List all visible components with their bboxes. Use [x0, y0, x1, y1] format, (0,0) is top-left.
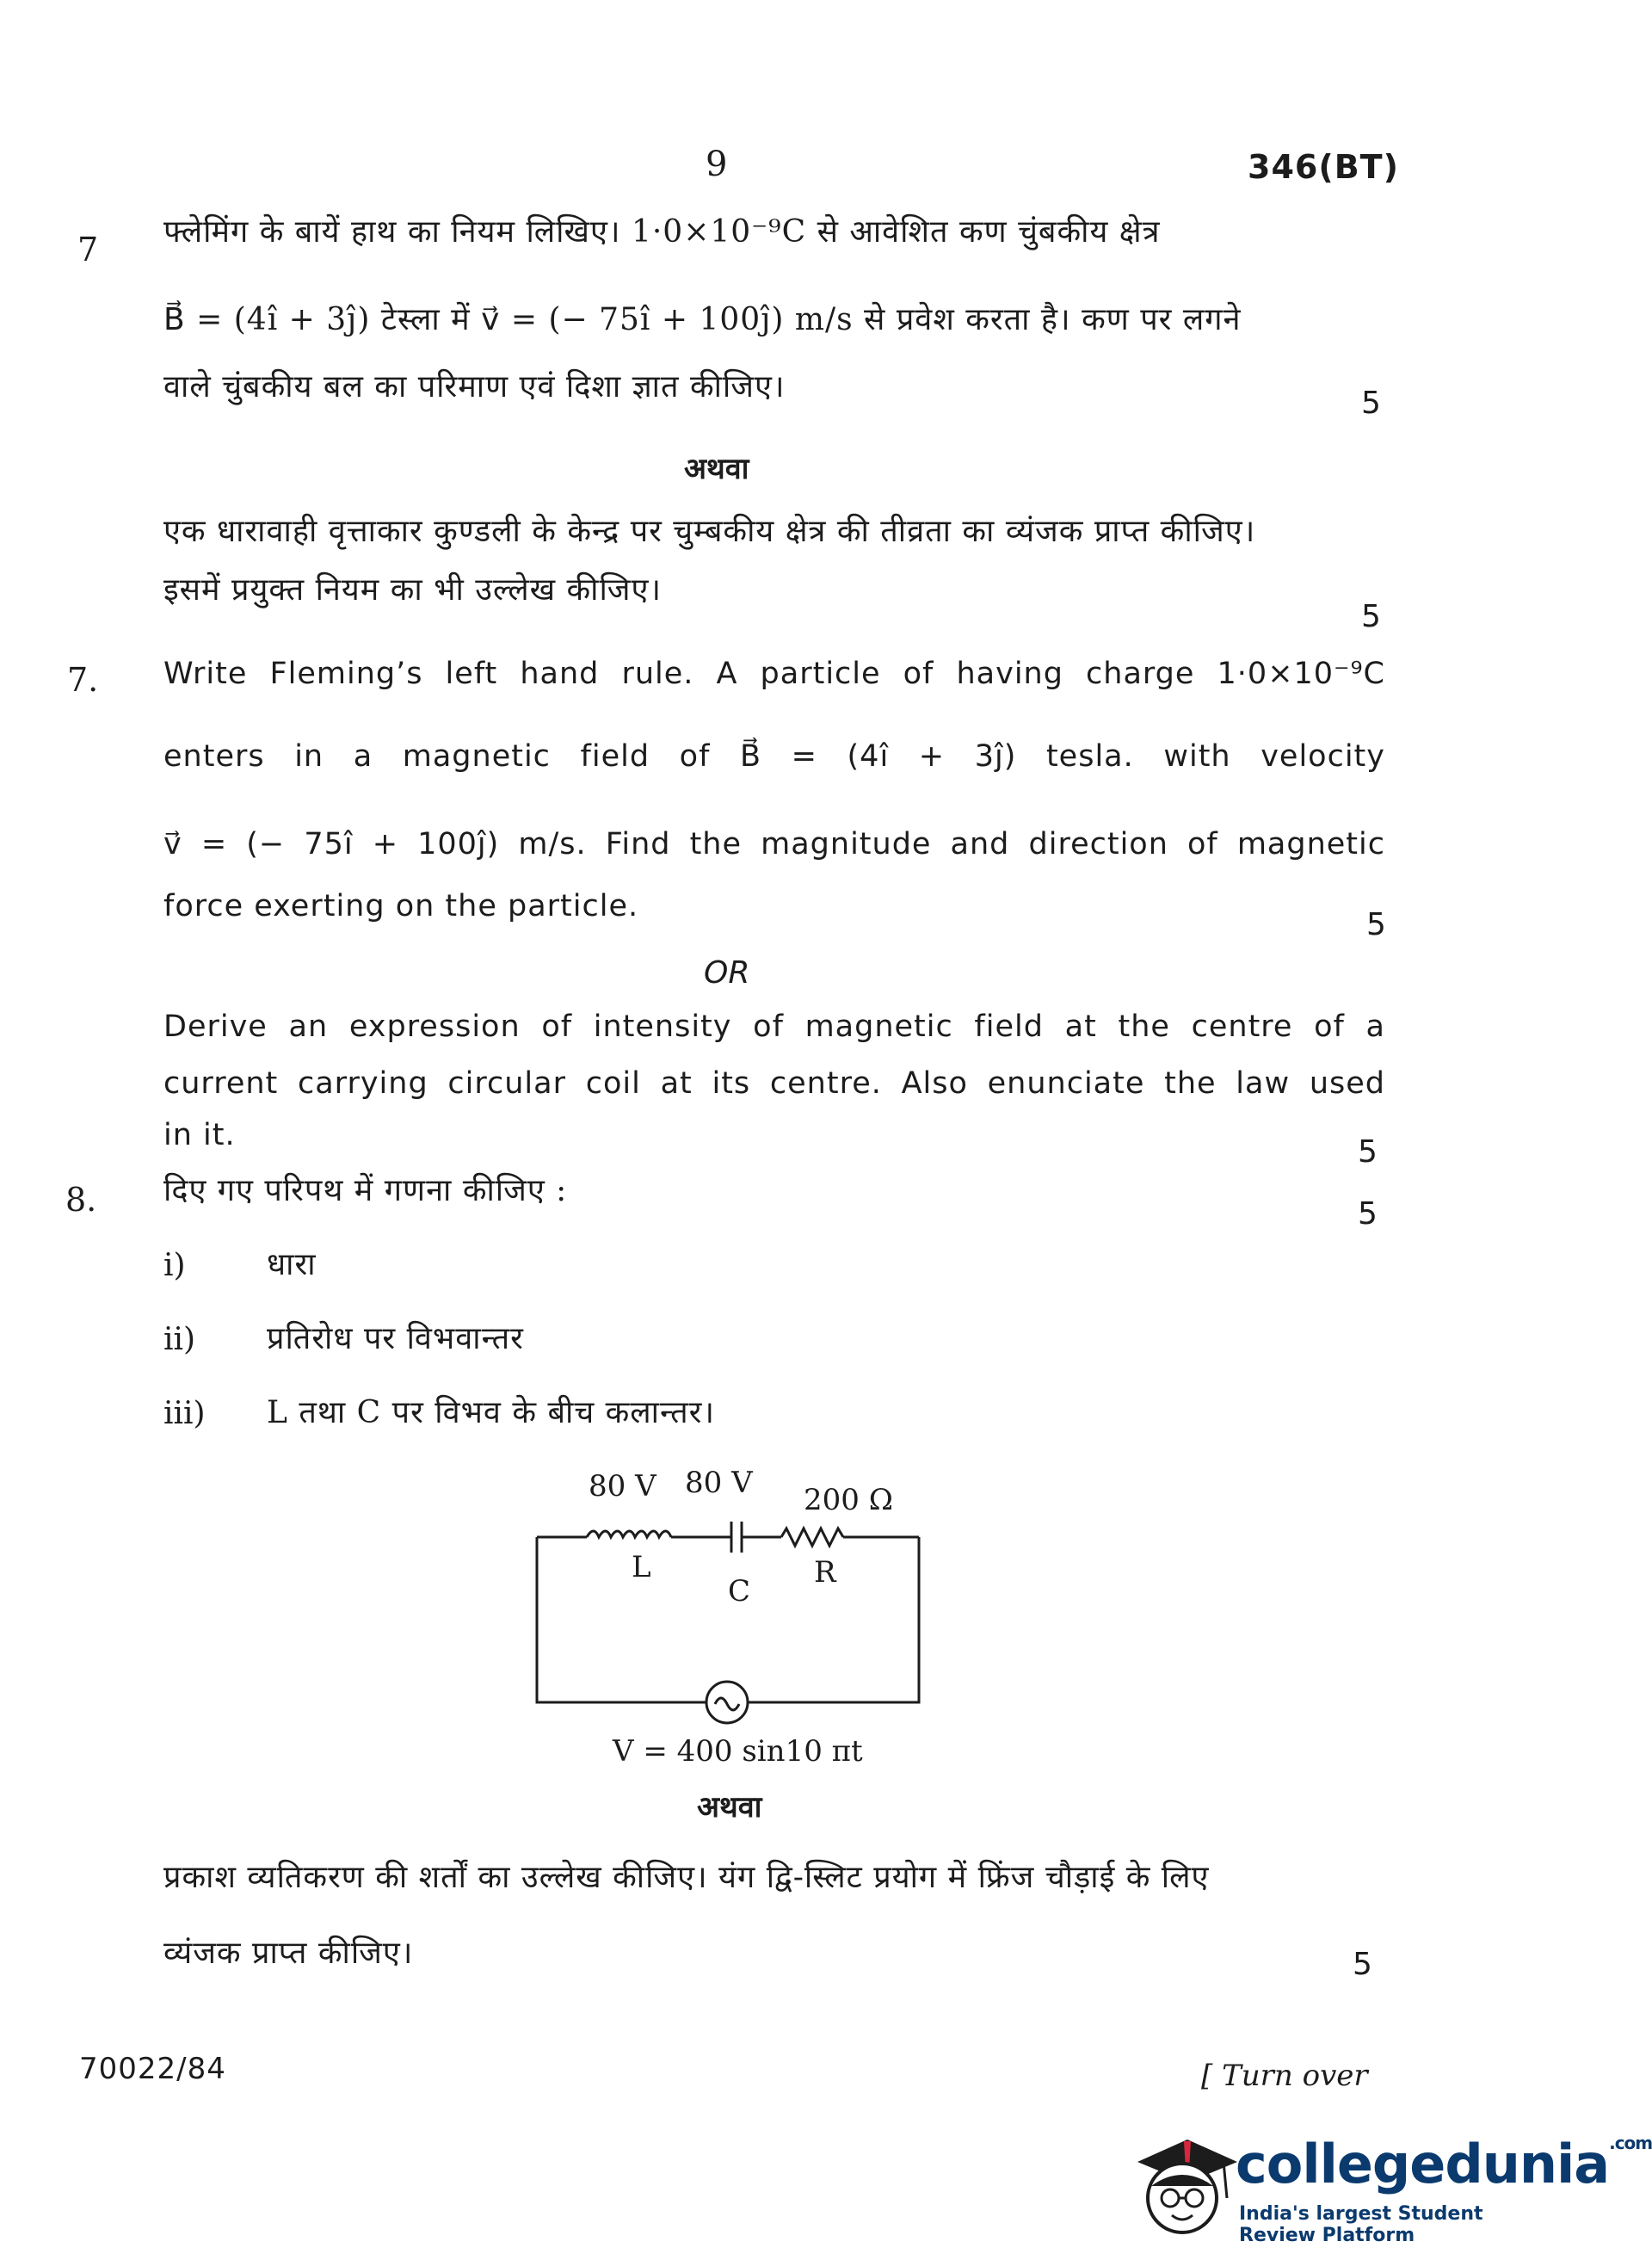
- q8-item-1-label: i): [163, 1248, 186, 1283]
- circuit-wire-left: [537, 1537, 707, 1702]
- inductor-symbol-label: L: [632, 1550, 651, 1584]
- q7-english-line-3: v⃗ = (− 75î + 100ĵ) m/s. Find the magnitude and direction of magnetic: [163, 827, 1385, 861]
- lcr-circuit-diagram: [516, 1454, 946, 1781]
- q7-english-alt-line-3: in it.: [163, 1118, 236, 1152]
- q7-hindi-marks: 5: [1361, 386, 1381, 421]
- source-equation: V = 400 sin10 πt: [613, 1734, 863, 1769]
- resistor-symbol-label: R: [814, 1555, 836, 1590]
- inductor-voltage-label: 80 V: [589, 1469, 656, 1504]
- q7-english-line-1: Write Fleming’s left hand rule. A particle of having charge 1·0×10⁻⁹C: [163, 657, 1385, 691]
- q7-hindi-or: अथवा: [684, 452, 749, 486]
- brand-tagline: India's largest Student Review Platform: [1239, 2203, 1483, 2246]
- brand-name-text: collegedunia: [1236, 2133, 1610, 2195]
- q7-english-alt-marks: 5: [1358, 1134, 1378, 1170]
- q8-item-3-label: iii): [163, 1396, 206, 1431]
- q7-english-alt-line-1: Derive an expression of intensity of magnetic field at the centre of a: [163, 1010, 1385, 1044]
- turn-over-label: [ Turn over: [1201, 2059, 1368, 2093]
- q7-english-or: OR: [704, 955, 750, 991]
- paper-code: 346(BT): [1248, 148, 1399, 186]
- q7-hindi-line-1: फ्लेमिंग के बायें हाथ का नियम लिखिए। 1·0×10⁻⁹C से आवेशित कण चुंबकीय क्षेत्र: [163, 214, 1161, 250]
- q8-marks: 5: [1358, 1196, 1378, 1232]
- q7-hindi-line-3: वाले चुंबकीय बल का परिमाण एवं दिशा ज्ञात कीजिए।: [163, 369, 786, 404]
- ac-source-wave-icon: [715, 1698, 739, 1710]
- q8-alt-line-1: प्रकाश व्यतिकरण की शर्तों का उल्लेख कीजिए। यंग द्वि-स्लिट प्रयोग में फ्रिंज चौड़ाई के लिए: [163, 1860, 1210, 1895]
- q7-hindi-line-2: B⃗ = (4î + 3ĵ) टेस्ला में v⃗ = (− 75î + 100ĵ) m/s से प्रवेश करता है। कण पर लगने: [163, 302, 1242, 337]
- page-number: 9: [706, 145, 728, 184]
- q8-alt-marks: 5: [1353, 1947, 1372, 1982]
- q8-or: अथवा: [697, 1790, 762, 1825]
- q8-item-3-text: L तथा C पर विभव के बीच कलान्तर।: [267, 1395, 715, 1430]
- q7-english-line-2: enters in a magnetic field of B⃗ = (4î + 3ĵ) tesla. with velocity: [163, 739, 1385, 774]
- resistor-zigzag: [781, 1528, 843, 1546]
- capacitor-voltage-label: 80 V: [685, 1466, 753, 1500]
- q8-number: 8.: [65, 1181, 97, 1219]
- brand-suffix: .com: [1609, 2133, 1652, 2153]
- q8-text: दिए गए परिपथ में गणना कीजिए :: [163, 1173, 568, 1208]
- footer-code: 70022/84: [79, 2052, 226, 2086]
- collegedunia-mascot-logo: [1127, 2119, 1239, 2239]
- inductor-coil: [587, 1531, 671, 1537]
- q8-item-1-text: धारा: [267, 1247, 317, 1282]
- brand-name: [1236, 2133, 1652, 2195]
- q7-english-alt-line-2: current carrying circular coil at its centre. Also enunciate the law used: [163, 1066, 1385, 1101]
- q7-hindi-alt-marks: 5: [1361, 599, 1381, 634]
- q7-english-number: 7.: [67, 661, 99, 699]
- q7-hindi-alt-line-2: इसमें प्रयुक्त नियम का भी उल्लेख कीजिए।: [163, 572, 663, 608]
- q7-english-line-4: force exerting on the particle.: [163, 889, 639, 923]
- q7-hindi-number: 7: [77, 231, 99, 269]
- q7-english-marks: 5: [1366, 907, 1386, 942]
- resistance-label: 200 Ω: [804, 1483, 893, 1517]
- q7-hindi-alt-line-1: एक धारावाही वृत्ताकार कुण्डली के केन्द्र पर चुम्बकीय क्षेत्र की तीव्रता का व्यंजक प्राप्त कीजिए।: [163, 514, 1256, 549]
- q8-item-2-text: प्रतिरोध पर विभवान्तर: [267, 1321, 524, 1356]
- capacitor-symbol-label: C: [728, 1574, 751, 1609]
- q8-alt-line-2: व्यंजक प्राप्त कीजिए।: [163, 1936, 414, 1971]
- q8-item-2-label: ii): [163, 1322, 196, 1357]
